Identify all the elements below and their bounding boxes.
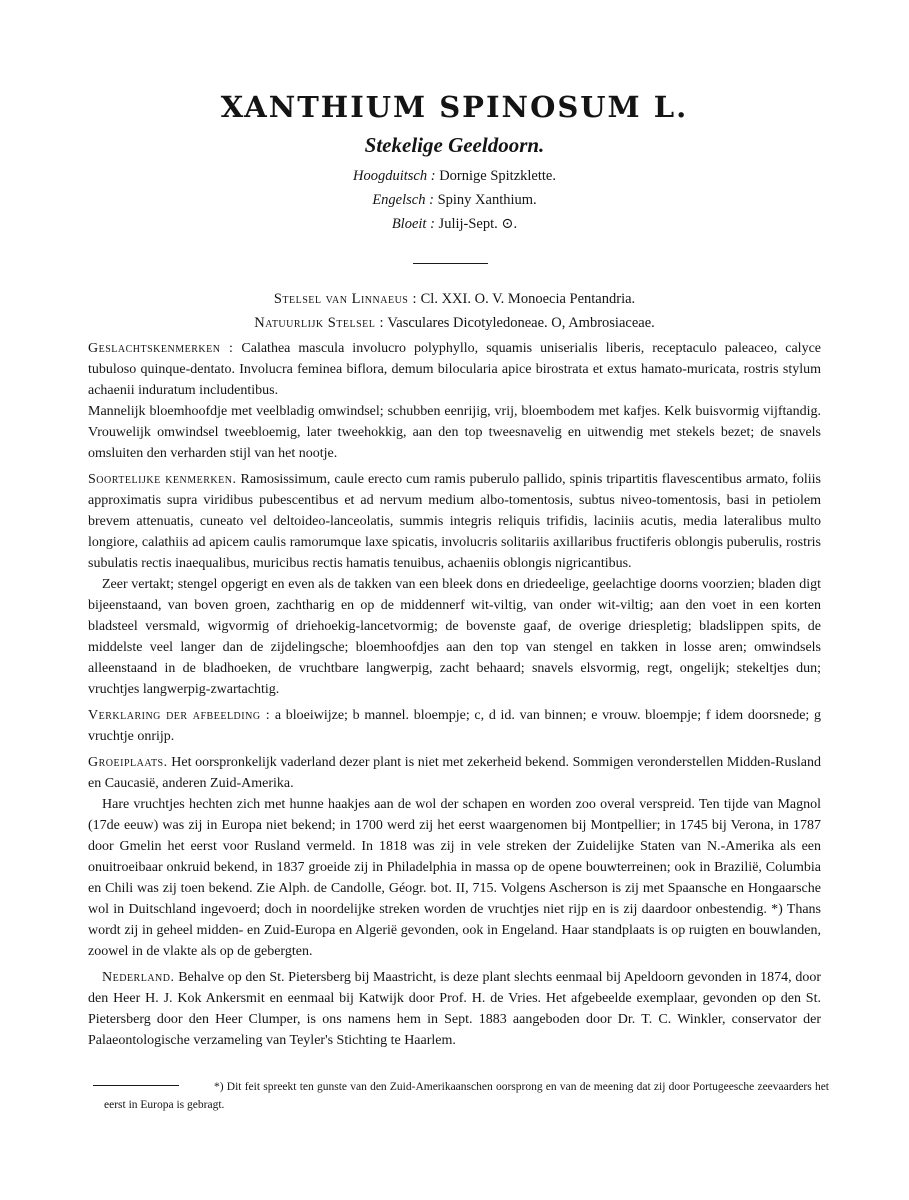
flowering-label: Bloeit : (391, 216, 435, 232)
genus-dutch-paragraph: Mannelijk bloemhoofdje met veelbladig omwindsel; schubben eenrijig, vrij, bloembodem met kafjes. Kelk buisvormig vijftandig. Vrouwelijk omwindsel tweebloemig, later tweehokkig, aan den top tweesnavelig en uitwendig met stekels bezet; de snavels omsluiten den verharden stijl van het nootje. (88, 404, 821, 461)
natural-value: Vasculares Dicotyledoneae. O, Ambrosiaceae. (387, 315, 655, 331)
english-name-line (0, 192, 909, 209)
figure-legend: a bloeiwijze; b mannel. bloempje; c, d id. van binnen; e vrouw. bloempje; f idem doorsnede; g vruchtje onrijp. (88, 708, 822, 744)
species-latin-paragraph (88, 469, 821, 574)
german-name-line (0, 168, 909, 185)
footnote: *) Dit feit spreekt ten gunste van den Zuid-Amerikaanschen oorsprong en van de meening dat zij door Portugeesche zeevaarders het eerst in Europa is gebragt. (104, 1081, 829, 1111)
species-label: Soortelijke kenmerken. (88, 472, 237, 487)
flowering-period: Julij-Sept. ⊙. (438, 216, 518, 232)
natural-system-line (0, 315, 909, 332)
linnaeus-system-line (0, 291, 909, 308)
species-title: XANTHIUM SPINOSUM L. (220, 90, 689, 124)
genus-latin-paragraph (88, 338, 821, 401)
linnaeus-label: Stelsel van Linnaeus : (273, 291, 418, 307)
flowering-line (0, 216, 909, 233)
netherlands-text: Behalve op den St. Pietersberg bij Maastricht, is deze plant slechts eenmaal bij Apeldoorn gevonden in 1874, door den Heer H. J. Kok Ankersmit en eenmaal bij Katwijk door Prof. H. de Vries. Het afgebeelde exemplaar, gevonden op den St. Pietersberg door den Heer Clumper, is ons namens hem in Sept. 1883 aangeboden door Dr. T. C. Winkler, conservator der Palaeontologische verzameling van Teyler's Stichting te Haarlem. (88, 970, 821, 1048)
distribution-paragraph: Hare vruchtjes hechten zich met hunne haakjes aan de wol der schapen en worden zoo overal verspreid. Ten tijde van Magnol (17de eeuw) was zij in Europa niet bekend; in 1700 werd zij het eerst waargenomen bij Montpellier; in 1745 bij Verona, in 1787 door Gmelin het eerst voor Rusland vermeld. In 1818 was zij in vele streken der Zuidelijke Staten van N.-Amerika als een onuitroeibaar onkruid bekend, in 1837 groeide zij in Philadelphia in massa op de opene bouwterreinen; ook in Brazilië, Columbia en Chili was zij toen bekend. Zie Alph. de Candolle, Géogr. bot. II, 715. Volgens Ascherson is zij met Spaansche en Hongaarsche wol in Duitschland ingevoerd; doch in noordelijke streken worden de vruchtjes niet rijp en is zij daardoor onbestendig. *) Thans wordt zij in geheel midden- en Zuid-Europa en Algerië gevonden, ook in Engeland. Haar standplaats is op ruigten en bouwlanden, zoowel in de vlakte als op de gebergten. (88, 797, 821, 959)
species-latin: Ramosissimum, caule erecto cum ramis puberulo pallido, spinis tripartitis flavescentibus armato, foliis approximatis supra viridibus pubescentibus et ad nervum medium albo-tomentosis, subtus niveo-tomentosis, basi in petiolem brevem attenuatis, cuneato vel deltoideo-lanceolatis, summis integris reliquis trifidis, laciniis acutis, media lateralibus multo longiore, calathiis ad apicem caulis ramorumque laxe spicatis, involucris solitariis axillaribus fructiferis oblongis puberulis, rostris subulatis rectis inaequalibus, muricibus rectis hamatis tenuibus, achaeniis oblongis nigricantibus. (88, 472, 822, 571)
habitat-text: Het oorspronkelijk vaderland dezer plant is niet met zekerheid bekend. Sommigen veronderstellen Midden-Rusland en Caucasië, anderen Zuid-Amerika. (88, 755, 821, 791)
description-body (88, 338, 821, 1056)
german-label: Hoogduitsch : (353, 168, 436, 184)
species-dutch-paragraph: Zeer vertakt; stengel opgerigt en even als de takken van een bleek dons en driedeelige, geelachtige doorns voorzien; bladen digt bijeenstaand, van boven groen, zachtharig en op de middennerf wit-viltig, van onder wit-viltig; aan den voet in een korten bladsteel versmald, wigvormig of driehoekig-lancetvormig; de bovenste gaaf, de overige driespletig; bladslippen spits, de middelste veel langer dan de zijdelingsche; bloemhoofdjes aan den top van stengel en takken in losse aren; omwindsels alleenstaand in de bladhoeken, de vruchtbare langwerpig, zacht behaard; snavels elsvormig, regt, ongelijk; stekeltjes dun; vruchtjes langwerpig-zwartachtig. (88, 577, 821, 697)
dutch-common-name: Stekelige Geeldoorn. (364, 133, 545, 157)
natural-label: Natuurlijk Stelsel : (254, 315, 385, 331)
english-name: Spiny Xanthium. (437, 192, 537, 208)
linnaeus-value: Cl. XXI. O. V. Monoecia Pentandria. (420, 291, 636, 307)
habitat-paragraph (88, 752, 821, 794)
genus-label: Geslachtskenmerken : (88, 341, 234, 356)
figure-label: Verklaring der afbeelding : (88, 708, 271, 723)
genus-latin: Calathea mascula involucro polyphyllo, squamis uniserialis liberis, receptaculo paleaceo, calyce tubuloso quinque-dentato. Involucra feminea biflora, demum bilocularia apice birostrata et extus hamato-muricata, rostris stylum achaenii induratum includentibus. (88, 341, 821, 398)
figure-legend-paragraph (88, 705, 821, 747)
netherlands-paragraph (88, 967, 821, 1051)
german-name: Dornige Spitzklette. (439, 168, 556, 184)
habitat-label: Groeiplaats. (88, 755, 168, 770)
english-label: Engelsch : (372, 192, 434, 208)
header-divider (413, 263, 488, 264)
netherlands-label: Nederland. (102, 970, 175, 985)
